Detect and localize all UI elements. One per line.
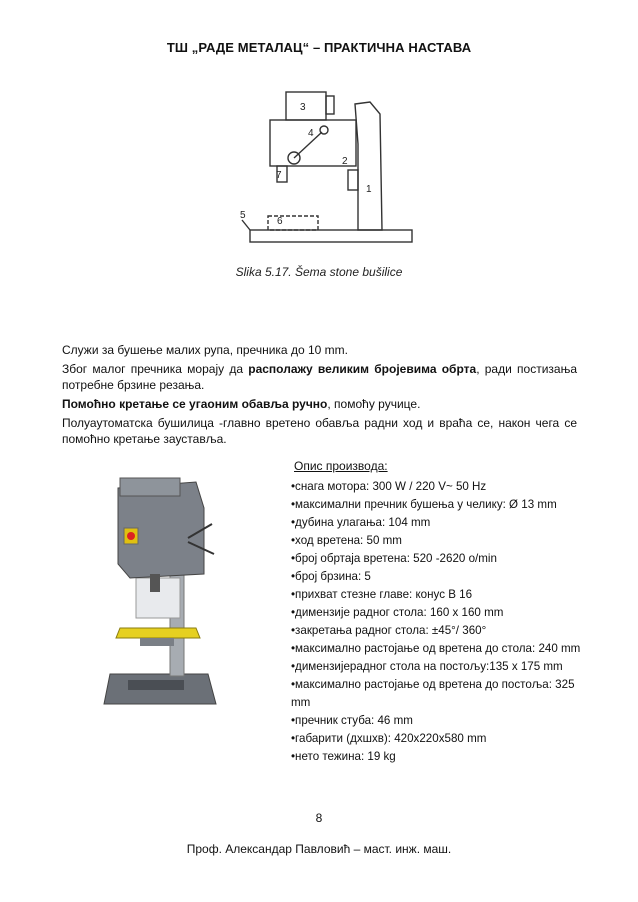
paragraph-2-text-end: , ради постизања потребне брзине резања. [62, 362, 577, 392]
page-footer: Проф. Александар Павловић – маст. инж. маш. [186, 842, 452, 856]
paragraph-3-bold: Помоћно кретање се угаоним обавља ручно [62, 397, 328, 411]
paragraph-2 [62, 361, 577, 393]
spec-item: •димензијерадног стола на постољу:135 x 175 mm [291, 660, 563, 673]
spec-item: •дубина улагања: 104 mm [291, 516, 431, 529]
spec-item: •прихват стезне главе: конус B 16 [291, 588, 473, 601]
label-7: 7 [276, 170, 282, 181]
page-header: ТШ „РАДЕ МЕТАЛАЦ“ – ПРАКТИЧНА НАСТАВА [166, 40, 472, 55]
paragraph-2-bold: располажу великим бројевима обрта [248, 362, 477, 376]
label-6: 6 [277, 216, 283, 227]
spec-item: •закретања радног стола: ±45°/ 360° [291, 624, 487, 637]
spec-item: •снага мотора: 300 W / 220 V~ 50 Hz [291, 480, 487, 493]
spec-item: •максимално растојање од вретена до постоља: 325 mm [291, 678, 575, 709]
spec-item: •пречник стуба: 46 mm [291, 714, 413, 727]
spec-item: •максимални пречник бушења у челику: Ø 13 mm [291, 498, 557, 511]
spec-item: •габарити (дхшхв): 420x220x580 mm [291, 732, 487, 745]
label-4: 4 [308, 128, 314, 139]
spec-item: •максимално растојање од вретена до стола: 240 mm [291, 642, 581, 655]
base-plate [250, 230, 412, 242]
paragraph-1: Служи за бушење малих рупа, пречника до 10 mm. [62, 343, 348, 357]
workpiece [268, 216, 318, 230]
paragraph-3 [62, 396, 577, 412]
label-5: 5 [240, 210, 246, 221]
paragraph-2-text: Због малог пречника морају да [62, 362, 249, 376]
label-3: 3 [300, 102, 306, 113]
spec-item: •број брзина: 5 [291, 570, 371, 583]
spec-item: •нето тежина: 19 kg [291, 750, 396, 763]
paragraph-4: Полуаутоматска бушилица -главно вретено обавља радни ход и враћа се, након чега се помоћно кретање зауставља. [62, 416, 577, 446]
page-number: 8 [315, 811, 323, 825]
specs-list [291, 478, 581, 766]
drill-press-schematic [230, 84, 420, 260]
spec-item: •број обртаја вретена: 520 -2620 o/min [291, 552, 497, 565]
spec-item: •ход вретена: 50 mm [291, 534, 402, 547]
spec-item: •димензије радног стола: 160 x 160 mm [291, 606, 504, 619]
figure-caption: Slika 5.17. Šema stone bušilice [235, 265, 403, 279]
motor [286, 92, 326, 120]
label-2: 2 [342, 156, 348, 167]
drill-press-photo [100, 468, 220, 716]
column [355, 102, 382, 230]
label-1: 1 [366, 184, 372, 195]
specs-title: Опис производа: [294, 459, 388, 473]
paragraph-3-text: , помоћу ручице. [327, 397, 421, 411]
